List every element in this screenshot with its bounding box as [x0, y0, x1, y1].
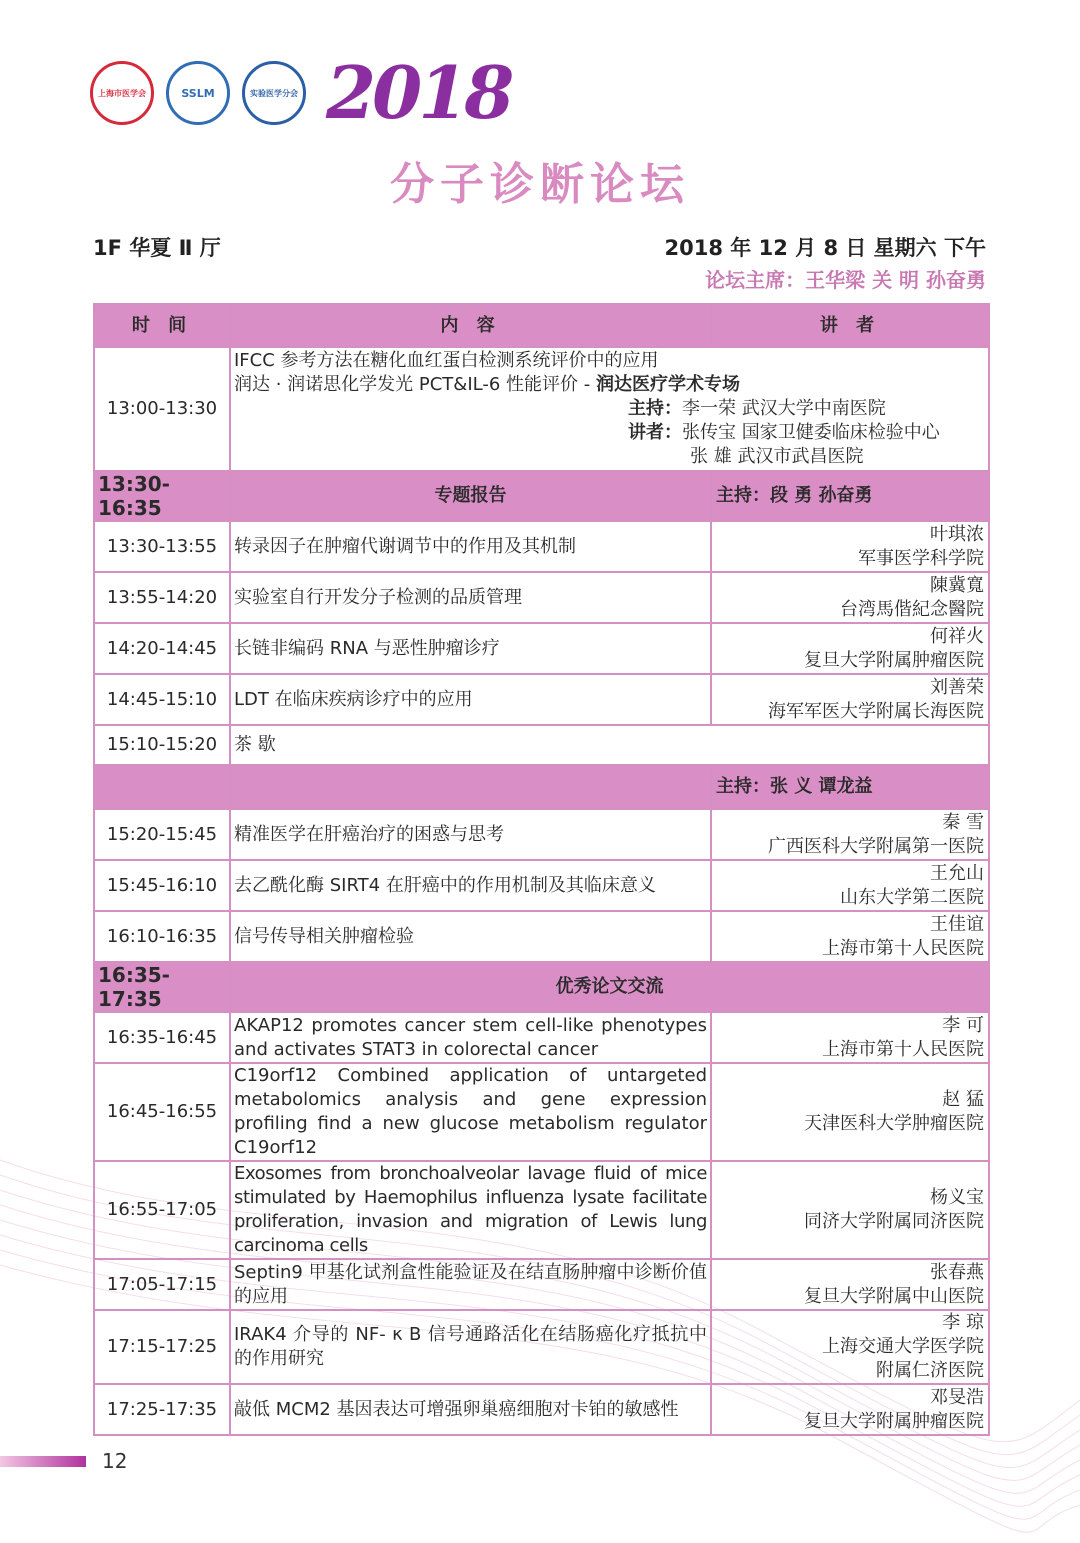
- logo-row: [90, 50, 511, 135]
- speaker-cell: [711, 572, 989, 623]
- section-header-second: [94, 765, 989, 809]
- time-cell: 15:45-16:10: [94, 860, 230, 911]
- footer-accent-bar: [0, 1456, 86, 1467]
- topic-cell: 长链非编码 RNA 与恶性肿瘤诊疗: [230, 623, 711, 674]
- time-cell: 16:35-16:45: [94, 1012, 230, 1063]
- topic-cell: Exosomes from bronchoalveolar lavage fluid of mice stimulated by Haemophilus influenza lysate facilitate proliferation, invasion and migration of Lewis lung carcinoma cells: [230, 1161, 711, 1259]
- table-row-ifcc: [94, 347, 989, 471]
- topic-cell: 转录因子在肿瘤代谢调节中的作用及其机制: [230, 521, 711, 572]
- speaker-cell: [711, 911, 989, 962]
- speaker-org: 上海市第十人民医院: [822, 1038, 984, 1060]
- section-title: 优秀论文交流: [230, 962, 989, 1012]
- time-cell: 16:10-16:35: [94, 911, 230, 962]
- table-row: [94, 674, 989, 725]
- venue-hall: 1F 华夏 Ⅱ 厅: [93, 236, 221, 260]
- topic-cell: 精准医学在肝癌治疗的困惑与思考: [230, 809, 711, 860]
- topic-cell: LDT 在临床疾病诊疗中的应用: [230, 674, 711, 725]
- time-cell: 15:20-15:45: [94, 809, 230, 860]
- speaker-cell: [711, 521, 989, 572]
- speaker-cell: [711, 1384, 989, 1435]
- host-label: 主持：: [628, 398, 682, 419]
- speaker-cell: [711, 809, 989, 860]
- topic-cell: 敲低 MCM2 基因表达可增强卵巢癌细胞对卡铂的敏感性: [230, 1384, 711, 1435]
- speaker-org: 山东大学第二医院: [840, 886, 984, 908]
- speaker-name: 秦 雪: [942, 811, 984, 833]
- header-content: 内 容: [230, 304, 711, 347]
- speaker-cell: [711, 1063, 989, 1161]
- speaker-cell: [711, 1310, 989, 1384]
- ifcc-session-name: 润达医疗学术专场: [595, 374, 740, 395]
- time-cell: 13:55-14:20: [94, 572, 230, 623]
- table-row: [94, 809, 989, 860]
- time-cell: 16:45-16:55: [94, 1063, 230, 1161]
- table-row: [94, 1161, 989, 1259]
- ifcc-speaker-2: 张 雄 武汉市武昌医院: [690, 446, 864, 467]
- speaker-value: 张传宝 国家卫健委临床检验中心: [682, 422, 940, 443]
- section-time-empty: [94, 765, 230, 809]
- speaker-org: 上海交通大学医学院: [822, 1336, 984, 1357]
- time-cell: 14:20-14:45: [94, 623, 230, 674]
- time-cell: 13:00-13:30: [94, 347, 230, 471]
- speaker-cell: [711, 623, 989, 674]
- speaker-name: 李 可: [942, 1014, 984, 1036]
- ifcc-speaker: [234, 421, 985, 445]
- section-header-papers: [94, 962, 989, 1012]
- speaker-name: 王允山: [930, 862, 984, 884]
- speaker-cell: [711, 674, 989, 725]
- topic-cell: 信号传导相关肿瘤检验: [230, 911, 711, 962]
- section-title: 专题报告: [230, 471, 711, 521]
- speaker-cell: [711, 1161, 989, 1259]
- ifcc-line2-text: 润达 · 润诺思化学发光 PCT&IL-6 性能评价 -: [234, 374, 596, 395]
- association-logo-icon: 上海市医学会: [90, 61, 154, 125]
- session-date: 2018 年 12 月 8 日 星期六 下午: [664, 236, 986, 260]
- year-logo: 2018: [326, 50, 511, 135]
- forum-chairs: 论坛主席：王华梁 关 明 孙奋勇: [705, 268, 986, 292]
- table-row: [94, 1384, 989, 1435]
- ifcc-content: [230, 347, 989, 471]
- topic-cell: IRAK4 介导的 NF- κ B 信号通路活化在结肠癌化疗抵抗中的作用研究: [230, 1310, 711, 1384]
- time-cell: 14:45-15:10: [94, 674, 230, 725]
- table-row: [94, 911, 989, 962]
- speaker-org: 复旦大学附属肿瘤医院: [804, 1410, 984, 1432]
- section-title-empty: [230, 765, 711, 809]
- host-value: 李一荣 武汉大学中南医院: [682, 398, 886, 419]
- table-row: [94, 1063, 989, 1161]
- topic-cell: AKAP12 promotes cancer stem cell-like phenotypes and activates STAT3 in colorectal cancer: [230, 1012, 711, 1063]
- time-cell: 13:30-13:55: [94, 521, 230, 572]
- table-row: [94, 860, 989, 911]
- topic-cell: 去乙酰化酶 SIRT4 在肝癌中的作用机制及其临床意义: [230, 860, 711, 911]
- speaker-name: 邓旻浩: [930, 1386, 984, 1408]
- speaker-cell: [711, 1259, 989, 1310]
- table-header: [94, 304, 989, 347]
- speaker-org: 天津医科大学肿瘤医院: [804, 1113, 984, 1134]
- time-cell: 16:55-17:05: [94, 1161, 230, 1259]
- speaker-org: 台湾馬偕紀念醫院: [840, 598, 984, 620]
- speaker-name: 刘善荣: [930, 676, 984, 698]
- speaker-org: 海军军医大学附属长海医院: [768, 700, 984, 722]
- speaker-org: 同济大学附属同济医院: [804, 1211, 984, 1232]
- speaker-cell: [711, 1012, 989, 1063]
- section-host: 主持：张 义 谭龙益: [711, 765, 989, 809]
- header-time: 时 间: [94, 304, 230, 347]
- speaker-name: 叶琪浓: [930, 523, 984, 545]
- sslm-logo-icon: SSLM: [166, 61, 230, 125]
- section-header-topics: [94, 471, 989, 521]
- ifcc-line1: IFCC 参考方法在糖化血红蛋白检测系统评价中的应用: [234, 350, 659, 371]
- table-row: [94, 623, 989, 674]
- topic-cell: C19orf12 Combined application of untargeted metabolomics analysis and gene expression profiling find a new glucose metabolism regulator C19orf12: [230, 1063, 711, 1161]
- page-number: 12: [102, 1449, 128, 1473]
- speaker-name: 王佳谊: [930, 913, 984, 935]
- ifcc-line2: [234, 373, 985, 397]
- ifcc-host: [234, 397, 985, 421]
- schedule-table: [93, 303, 990, 1436]
- time-cell: 17:15-17:25: [94, 1310, 230, 1384]
- table-row: [94, 1012, 989, 1063]
- speaker-org: 上海市第十人民医院: [822, 937, 984, 959]
- speaker-name: 何祥火: [930, 625, 984, 647]
- speaker-org: 广西医科大学附属第一医院: [768, 835, 984, 857]
- page-title: 分子诊断论坛: [390, 159, 690, 210]
- topic-cell: Septin9 甲基化试剂盒性能验证及在结直肠肿瘤中诊断价值的应用: [230, 1259, 711, 1310]
- header-speaker: 讲 者: [711, 304, 989, 347]
- society-logo-icon: 实验医学分会: [242, 61, 306, 125]
- speaker-name: 张春燕: [930, 1261, 984, 1283]
- time-cell: 15:10-15:20: [94, 725, 230, 765]
- speaker-name: 赵 猛: [942, 1089, 984, 1110]
- section-time: 13:30-16:35: [94, 471, 230, 521]
- speaker-org: 复旦大学附属肿瘤医院: [804, 649, 984, 671]
- tea-break-label: 茶 歇: [230, 725, 989, 765]
- speaker-org: 军事医学科学院: [858, 547, 984, 569]
- table-row: [94, 521, 989, 572]
- table-row: [94, 572, 989, 623]
- section-time: 16:35-17:35: [94, 962, 230, 1012]
- speaker-cell: [711, 860, 989, 911]
- time-cell: 17:05-17:15: [94, 1259, 230, 1310]
- speaker-name: 李 琼: [942, 1312, 984, 1333]
- table-row: [94, 1259, 989, 1310]
- table-row-tea-break: [94, 725, 989, 765]
- speaker-name: 杨义宝: [930, 1187, 984, 1208]
- table-row: [94, 1310, 989, 1384]
- topic-cell: 实验室自行开发分子检测的品质管理: [230, 572, 711, 623]
- speaker-org-line2: 附属仁济医院: [876, 1360, 984, 1381]
- speaker-org: 复旦大学附属中山医院: [804, 1285, 984, 1307]
- speaker-name: 陳冀寬: [930, 574, 984, 596]
- time-cell: 17:25-17:35: [94, 1384, 230, 1435]
- speaker-label: 讲者：: [628, 422, 682, 443]
- section-host: 主持：段 勇 孙奋勇: [711, 471, 989, 521]
